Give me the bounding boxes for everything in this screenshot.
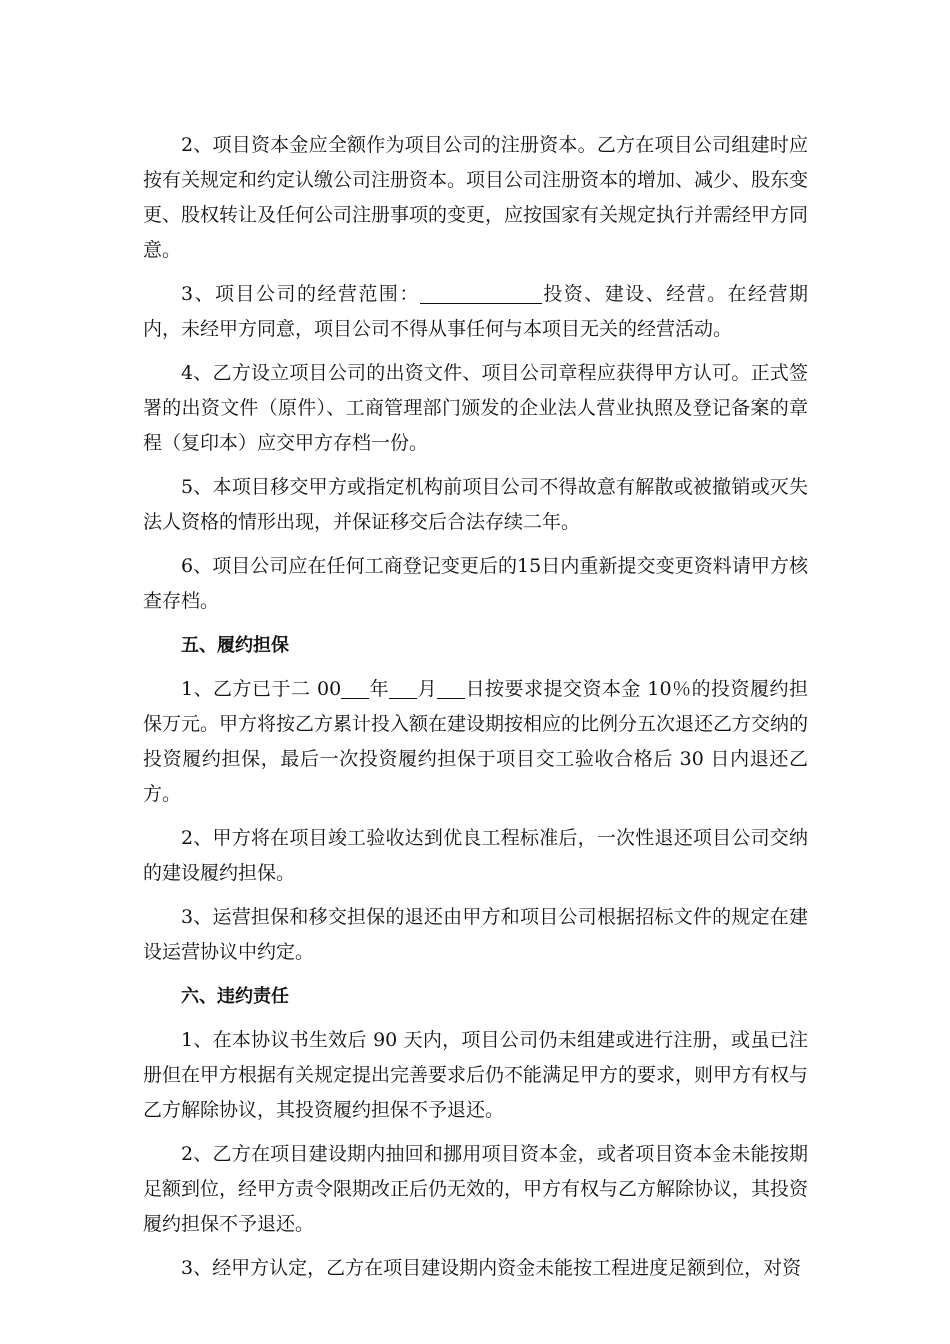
clause-4-3-text-a: 3、项目公司的经营范围： bbox=[181, 283, 420, 305]
clause-6-2: 2、乙方在项目建设期内抽回和挪用项目资本金，或者项目资本金未能按期足额到位，经甲方责令限期改正后仍无效的，甲方有权与乙方解除协议，其投资履约担保不予退还。 bbox=[143, 1143, 809, 1235]
clause-5-1-text-a: 1、乙方已于二 00 bbox=[181, 678, 342, 700]
clause-5-1 bbox=[143, 672, 808, 812]
clause-4-4: 4、乙方设立项目公司的出资文件、项目公司章程应获得甲方认可。正式签署的出资文件（原件）、工商管理部门颁发的企业法人营业执照及登记备案的章程（复印本）应交甲方存档一份。 bbox=[143, 362, 808, 454]
section-5-heading: 五、履约担保 bbox=[181, 635, 289, 656]
section-6-heading: 六、违约责任 bbox=[181, 986, 289, 1007]
clause-5-3: 3、运营担保和移交担保的退还由甲方和项目公司根据招标文件的规定在建设运营协议中约定。 bbox=[143, 906, 808, 963]
clause-4-3-text-b: 投资、建设、经营。在经营期内，未经甲方同意，项目公司不得从事任何与本项目无关的经营活动。 bbox=[143, 283, 808, 340]
clause-5-1-text-d: 日按要求提交资本金 10％的投资履约担保万元。甲方将按乙方累计投入额在建设期按相应的比例分五次退还乙方交纳的投资履约担保，最后一次投资履约担保于项目交工验收合格后 30 日内退还乙方。 bbox=[143, 678, 809, 805]
clause-6-3: 3、经甲方认定，乙方在项目建设期内资金未能按工程进度足额到位，对资 bbox=[181, 1257, 802, 1279]
clause-5-2: 2、甲方将在项目竣工验收达到优良工程标准后，一次性退还项目公司交纳的建设履约担保。 bbox=[143, 827, 808, 884]
document-body bbox=[143, 128, 808, 1295]
clause-5-1-text-c: 月 bbox=[417, 678, 438, 700]
clause-4-2: 2、项目资本金应全额作为项目公司的注册资本。乙方在项目公司组建时应按有关规定和约定认缴公司注册资本。项目公司注册资本的增加、减少、股东变更、股权转让及任何公司注册事项的变更，应按国家有关规定执行并需经甲方同意。 bbox=[143, 134, 809, 261]
clause-4-3 bbox=[143, 277, 808, 347]
year-blank bbox=[341, 674, 369, 699]
day-blank bbox=[437, 674, 465, 699]
clause-5-1-text-b: 年 bbox=[369, 678, 390, 700]
month-blank bbox=[389, 674, 417, 699]
clause-6-1: 1、在本协议书生效后 90 天内，项目公司仍未组建或进行注册，或虽已注册但在甲方根据有关规定提出完善要求后仍不能满足甲方的要求，则甲方有权与乙方解除协议，其投资履约担保不予退还。 bbox=[143, 1029, 809, 1121]
clause-4-5: 5、本项目移交甲方或指定机构前项目公司不得故意有解散或被撤销或灭失法人资格的情形出现，并保证移交后合法存续二年。 bbox=[143, 476, 808, 533]
clause-4-6: 6、项目公司应在任何工商登记变更后的15日内重新提交变更资料请甲方核查存档。 bbox=[143, 555, 808, 612]
business-scope-blank bbox=[420, 279, 542, 304]
